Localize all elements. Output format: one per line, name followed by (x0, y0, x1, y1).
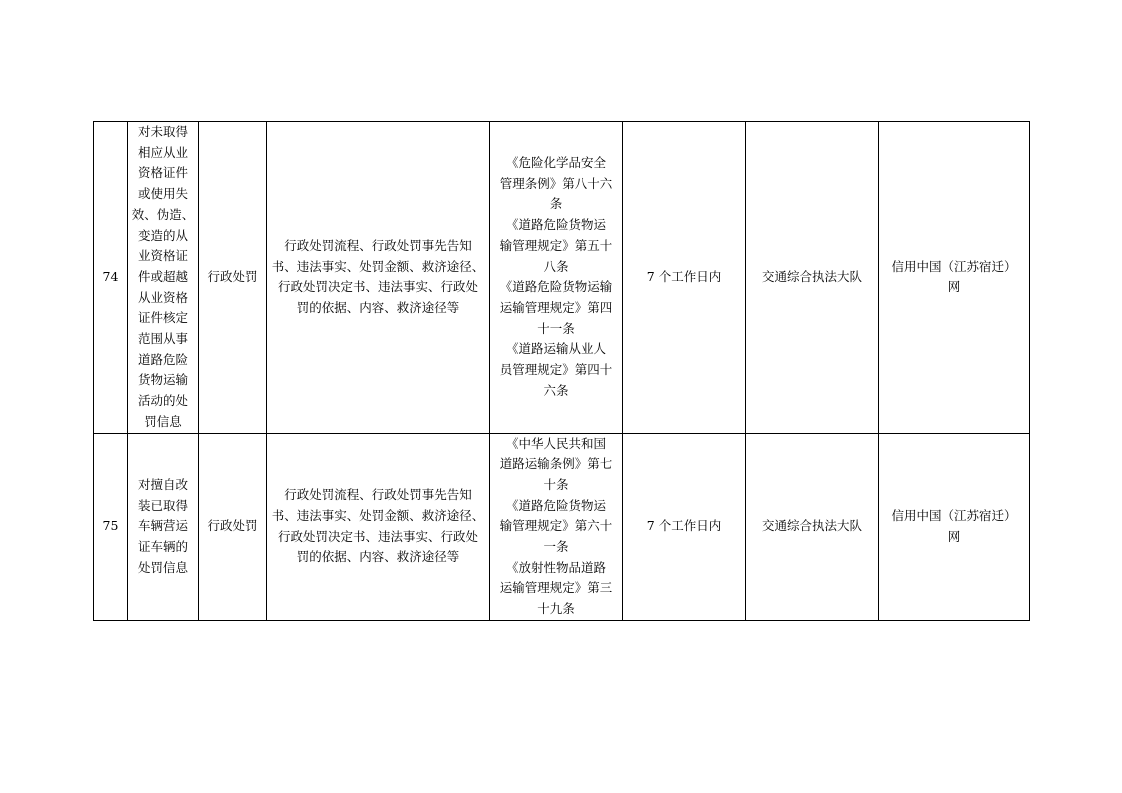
disclosure-content (267, 122, 490, 434)
legal-basis (490, 433, 623, 620)
item-line: 证车辆的 (137, 539, 188, 555)
item-line: 范围从事 (137, 331, 188, 347)
basis-line: 十九条 (537, 601, 575, 617)
basis-line: 《放射性物品道路 (505, 559, 606, 575)
item-line: 对擅自改 (137, 476, 188, 492)
item-line: 变造的从 (137, 227, 188, 243)
basis-line: 道路运输条例》第七 (499, 456, 613, 472)
item-line: 活动的处 (137, 393, 188, 409)
item-line: 业资格证 (137, 248, 188, 264)
channel-line: 网 (947, 528, 961, 544)
row-number: 75 (94, 433, 128, 620)
channel-line: 信用中国（江苏宿迁） (891, 508, 1017, 523)
basis-line: 运输管理规定》第四 (499, 299, 613, 315)
basis-line: 《道路危险货物运 (505, 217, 606, 233)
disclosure-category: 行政处罚 (199, 122, 267, 434)
item-line: 证件核定 (137, 310, 188, 326)
content-line: 书、违法事实、处罚金额、救济途径、 (271, 508, 485, 523)
item-line: 相应从业 (137, 144, 188, 160)
basis-line: 《危险化学品安全 (505, 155, 606, 171)
item-line: 效、伪造、 (131, 206, 195, 222)
content-line: 行政处罚决定书、违法事实、行政处 (277, 528, 478, 544)
item-line: 件或超越 (137, 268, 188, 284)
item-line: 对未取得 (137, 124, 188, 139)
basis-line: 运输管理规定》第三 (499, 580, 613, 596)
channel-line: 信用中国（江苏宿迁） (891, 258, 1017, 274)
basis-line: 管理条例》第八十六 (499, 175, 613, 191)
basis-line: 输管理规定》第五十 (499, 237, 613, 253)
disclosure-category: 行政处罚 (199, 433, 267, 620)
basis-line: 八条 (543, 258, 569, 274)
item-line: 资格证件 (137, 165, 188, 181)
time-limit: 7 个工作日内 (623, 122, 746, 434)
item-line: 从业资格 (137, 289, 188, 305)
content-line: 行政处罚流程、行政处罚事先告知 (284, 487, 472, 503)
basis-line: 《中华人民共和国 (505, 435, 606, 451)
content-line: 书、违法事实、处罚金额、救济途径、 (271, 258, 485, 274)
legal-basis (490, 122, 623, 434)
basis-line: 十条 (543, 476, 569, 492)
responsible-department: 交通综合执法大队 (746, 122, 879, 434)
basis-line: 《道路危险货物运输 (499, 279, 613, 295)
item-line: 货物运输 (137, 372, 188, 388)
content-line: 罚的依据、内容、救济途径等 (296, 549, 460, 565)
disclosure-item (128, 122, 199, 434)
item-line: 处罚信息 (137, 559, 188, 575)
disclosure-content (267, 433, 490, 620)
basis-line: 输管理规定》第六十 (499, 518, 613, 534)
item-line: 或使用失 (137, 186, 188, 202)
basis-line: 一条 (543, 539, 569, 555)
channel-line: 网 (947, 279, 961, 295)
basis-line: 十一条 (537, 320, 575, 336)
basis-line: 员管理规定》第四十 (499, 362, 613, 378)
responsible-department: 交通综合执法大队 (746, 433, 879, 620)
publication-channel (879, 122, 1030, 434)
item-line: 罚信息 (144, 413, 182, 429)
item-line: 装已取得 (137, 497, 188, 513)
disclosure-table (93, 121, 1030, 621)
table-row (94, 122, 1030, 434)
table-row (94, 433, 1030, 620)
item-line: 车辆营运 (137, 518, 188, 534)
row-number: 74 (94, 122, 128, 434)
basis-line: 《道路危险货物运 (505, 497, 606, 513)
item-line: 道路危险 (137, 351, 188, 367)
basis-line: 《道路运输从业人 (505, 341, 606, 357)
publication-channel (879, 433, 1030, 620)
content-line: 罚的依据、内容、救济途径等 (296, 299, 460, 315)
basis-line: 条 (549, 196, 563, 212)
disclosure-item (128, 433, 199, 620)
content-line: 行政处罚决定书、违法事实、行政处 (277, 279, 478, 295)
time-limit: 7 个工作日内 (623, 433, 746, 620)
content-line: 行政处罚流程、行政处罚事先告知 (284, 237, 472, 253)
basis-line: 六条 (543, 382, 569, 398)
